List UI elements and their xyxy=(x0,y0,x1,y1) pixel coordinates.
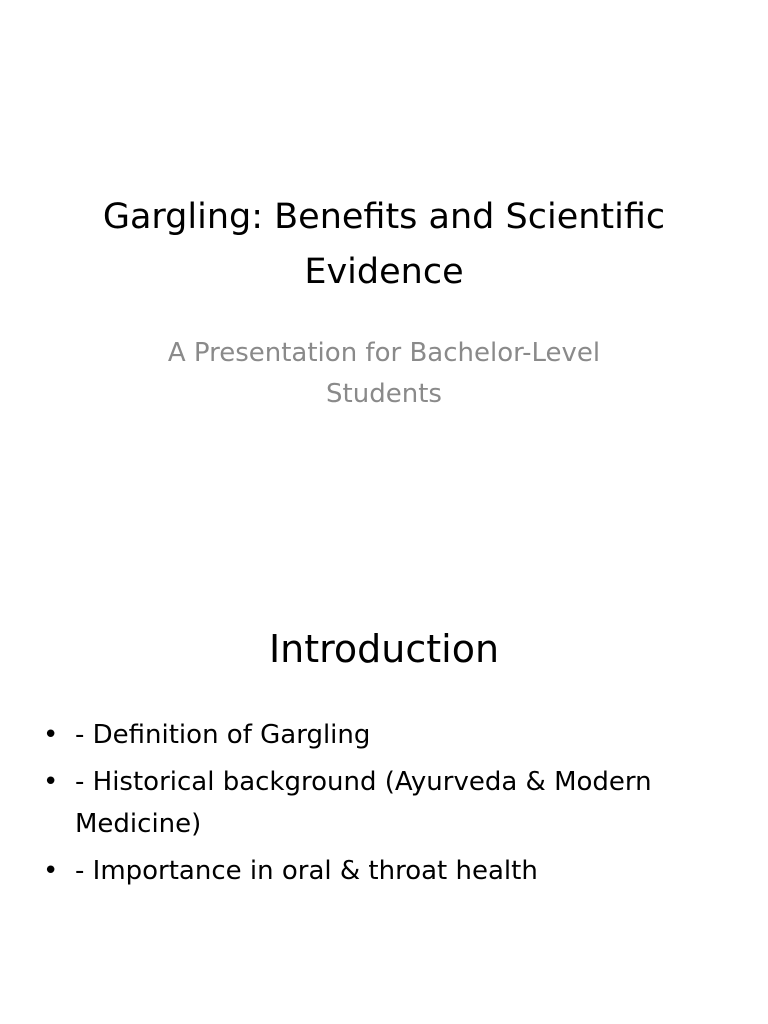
bullet-list xyxy=(38,714,728,897)
bullet-marker: • xyxy=(43,720,59,750)
bullet-item xyxy=(38,761,728,845)
bullet-marker: • xyxy=(43,856,59,886)
bullet-item xyxy=(38,850,728,892)
bullet-text: - Definition of Gargling xyxy=(75,720,371,750)
introduction-slide xyxy=(0,512,768,1024)
slide-title: Gargling: Benefits and Scientific Evidence xyxy=(102,197,666,292)
slide-subtitle: A Presentation for Bachelor-Level Students xyxy=(167,338,601,409)
bullet-text: - Importance in oral & throat health xyxy=(75,856,538,886)
bullet-marker: • xyxy=(43,767,59,797)
slide-title: Introduction xyxy=(268,627,500,671)
bullet-text: - Historical background (Ayurveda & Modern Medicine) xyxy=(75,767,652,839)
bullet-item xyxy=(38,714,728,756)
